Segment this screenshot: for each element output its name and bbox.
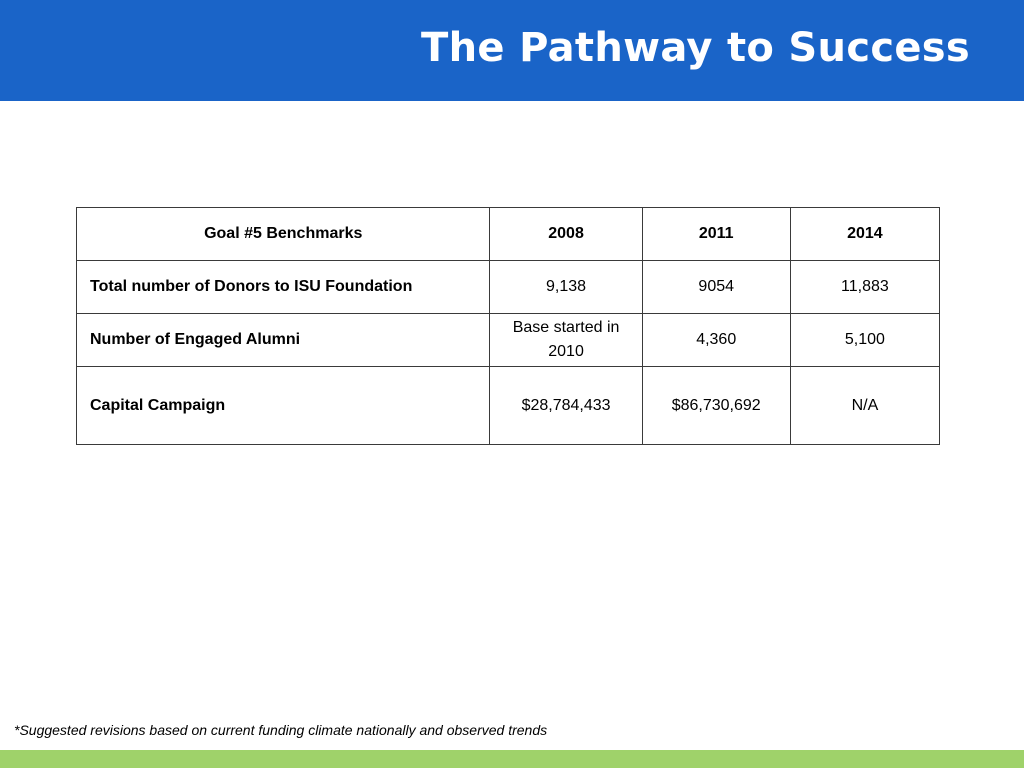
cell-2014: N/A — [790, 367, 939, 445]
cell-2008: 9,138 — [490, 261, 642, 314]
cell-2011: 9054 — [642, 261, 790, 314]
table-row — [77, 367, 940, 445]
cell-2008: $28,784,433 — [490, 367, 642, 445]
footnote: *Suggested revisions based on current funding climate nationally and observed trends — [14, 722, 548, 738]
row-label: Total number of Donors to ISU Foundation — [77, 261, 490, 314]
column-header-benchmarks: Goal #5 Benchmarks — [77, 208, 490, 261]
table-row — [77, 261, 940, 314]
cell-2011: 4,360 — [642, 314, 790, 367]
footer-bar — [0, 750, 1024, 768]
column-header-2011: 2011 — [642, 208, 790, 261]
cell-2014: 11,883 — [790, 261, 939, 314]
slide-title: The Pathway to Success — [421, 25, 970, 71]
column-header-2014: 2014 — [790, 208, 939, 261]
cell-2008: Base started in 2010 — [490, 314, 642, 367]
title-banner — [0, 0, 1024, 101]
row-label: Capital Campaign — [77, 367, 490, 445]
table-header-row — [77, 208, 940, 261]
table-row — [77, 314, 940, 367]
benchmarks-table — [76, 207, 940, 445]
column-header-2008: 2008 — [490, 208, 642, 261]
cell-2014: 5,100 — [790, 314, 939, 367]
row-label: Number of Engaged Alumni — [77, 314, 490, 367]
cell-2011: $86,730,692 — [642, 367, 790, 445]
